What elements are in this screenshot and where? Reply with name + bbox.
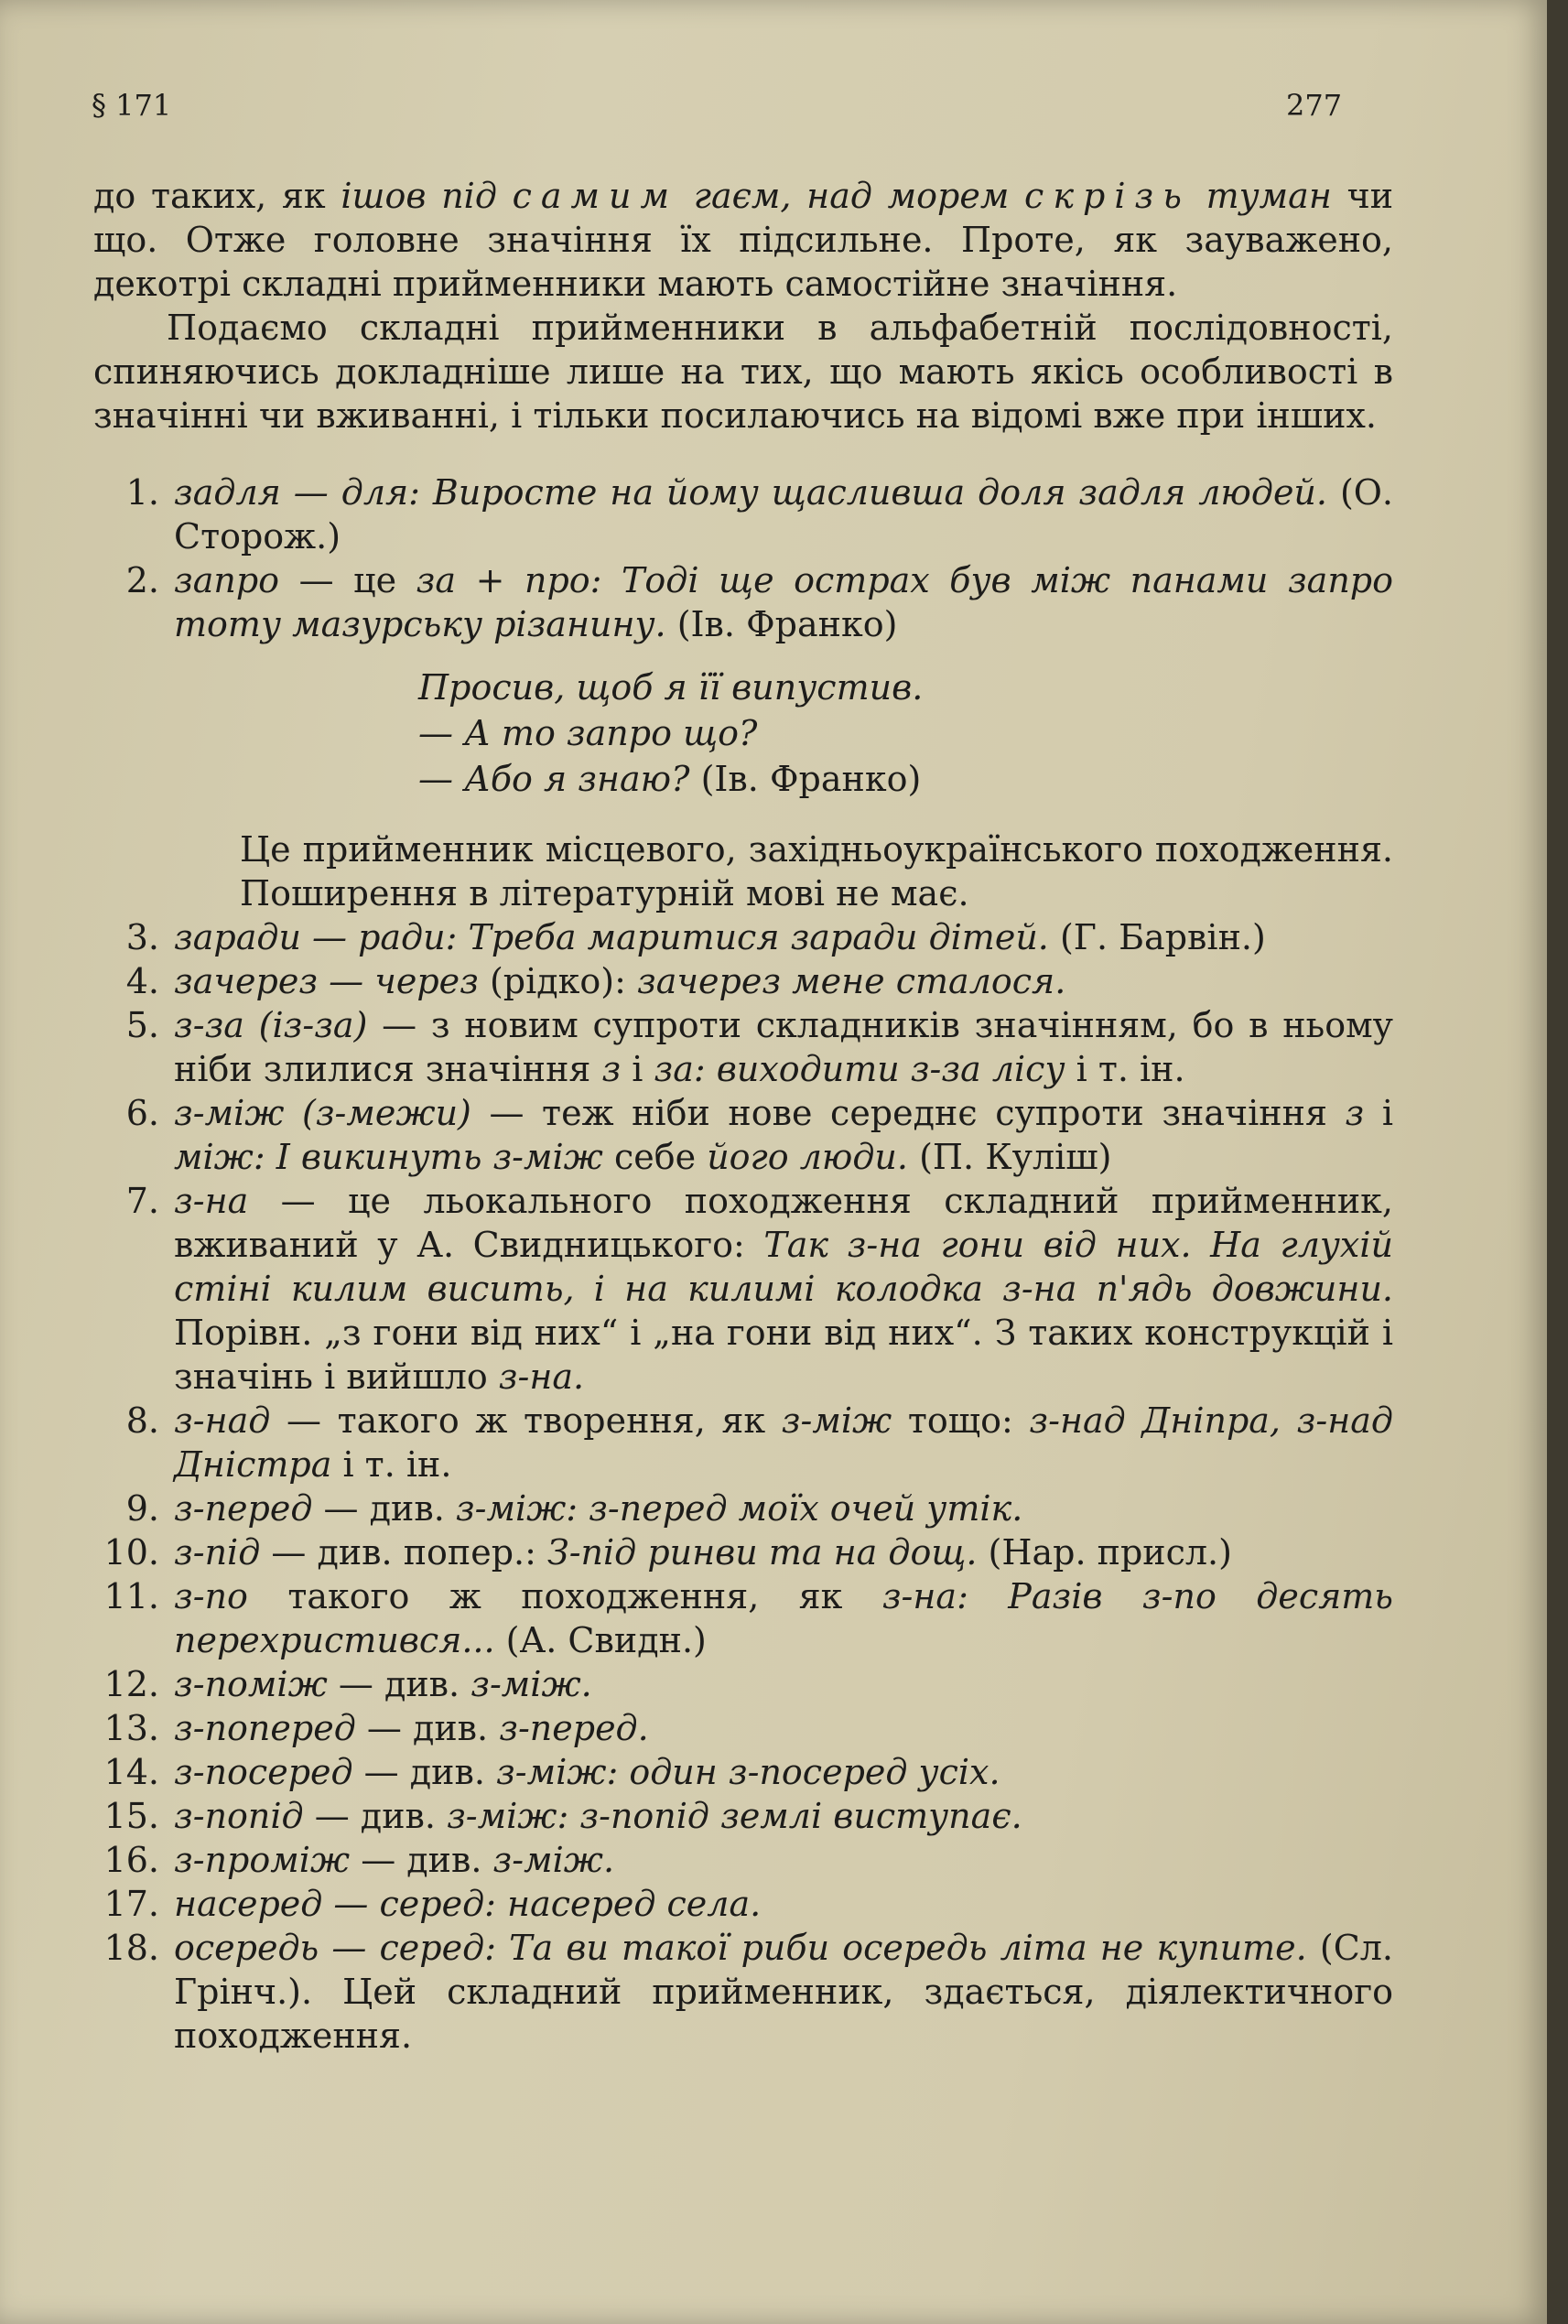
- text-run: і т. ін.: [1065, 1049, 1185, 1089]
- text-run: — з новим супроти складників значінням, бо в ньому ніби злилися значіння: [174, 1005, 1393, 1089]
- example-text: заради — ради: Треба маритися заради дітей.: [174, 917, 1049, 957]
- text-run: (Нар. присл.): [977, 1532, 1232, 1573]
- text-run: — див.: [355, 1708, 500, 1748]
- list-item: [93, 1179, 1393, 1399]
- text-run: +: [456, 560, 524, 600]
- example-text: Так з-на гони від них. На глухій стіні килим висить, і на килимі колодка з-на п'ядь довжини.: [174, 1225, 1393, 1309]
- list-item: [93, 1574, 1393, 1662]
- example-text: з-над Дніпра, з-над Дністра: [174, 1400, 1393, 1485]
- item-number: 12.: [103, 1664, 159, 1704]
- example-text: з-попід: [174, 1796, 304, 1836]
- text-run: — див.: [312, 1488, 456, 1529]
- text-run: Порівн. „з гони від них“ і „на гони від них“. З таких конструкцій і значінь і вийшло: [174, 1313, 1393, 1397]
- text-run: чи що. Отже головне значіння їх підсильне. Проте, як зауважено, декотрі складні прийменники мають самостійне значіння.: [93, 176, 1394, 304]
- text-run: (О. Сторож.): [174, 472, 1393, 557]
- item-number: 18.: [103, 1928, 159, 1968]
- item-number: 3.: [125, 917, 159, 957]
- example-text: — А то запро що?: [418, 713, 758, 753]
- list-item: [93, 959, 1393, 1003]
- example-text: його люди.: [707, 1137, 908, 1177]
- text-run: — див.: [350, 1840, 493, 1880]
- verse-line: [418, 710, 1393, 756]
- example-text: за: виходити з-за лісу: [654, 1049, 1065, 1089]
- example-text: з-між: [781, 1400, 892, 1441]
- text-run: себе: [602, 1137, 708, 1177]
- item-number: 4.: [125, 961, 159, 1001]
- verse-line: [418, 756, 1393, 802]
- list-item: [93, 1091, 1393, 1179]
- text-run: і: [1364, 1093, 1393, 1133]
- example-text: осередь — серед: Та ви такої риби осередь літа не купите.: [174, 1928, 1307, 1968]
- text-run: — це: [279, 560, 416, 600]
- item-number: 11.: [103, 1576, 159, 1616]
- text-run: (Г. Барвін.): [1048, 917, 1266, 957]
- list-item: [93, 1486, 1393, 1530]
- list-item: [93, 558, 1393, 646]
- example-text: з-між: з-попід землі виступає.: [447, 1796, 1022, 1836]
- text-run: і т. ін.: [331, 1444, 452, 1485]
- origin-note: Це прийменник місцевого, західньоукраїнського походження. Поширення в літературній мові не має.: [240, 829, 1393, 913]
- page-body: [93, 174, 1393, 2058]
- example-text: за: [416, 560, 457, 600]
- list-item: [93, 1750, 1393, 1794]
- example-text: з-по: [174, 1576, 248, 1616]
- text-run: (Сл. Грінч.). Цей складний прийменник, здається, діялектичного походження.: [174, 1928, 1394, 2056]
- example-text: з: [601, 1049, 622, 1089]
- item-number: 15.: [103, 1796, 159, 1836]
- example-text: з-між: один з-посеред усіх.: [496, 1752, 1000, 1792]
- item-number: 6.: [125, 1093, 159, 1133]
- list-item: [93, 1662, 1393, 1706]
- example-text: з-під: [174, 1532, 261, 1573]
- item-number: 8.: [125, 1400, 159, 1441]
- example-text: зачерез — через: [174, 961, 479, 1001]
- list-item: [93, 1838, 1393, 1882]
- example-text: ішов під: [341, 176, 513, 216]
- list-item: [93, 1530, 1393, 1574]
- example-text: з-над: [174, 1400, 271, 1441]
- text-run: такого ж походження, як: [247, 1576, 882, 1616]
- page-number: 277: [1286, 88, 1343, 123]
- example-text: — Або я знаю?: [418, 759, 690, 799]
- item-number: 9.: [125, 1488, 159, 1529]
- preposition-list-part-1: [93, 470, 1393, 646]
- item-number: 16.: [103, 1840, 159, 1880]
- list-item: [93, 1882, 1393, 1926]
- example-text: з-поміж: [174, 1664, 328, 1704]
- example-text: між: І викинуть з-між: [174, 1137, 603, 1177]
- item-number: 7.: [125, 1181, 159, 1221]
- example-text: з-перед.: [499, 1708, 649, 1748]
- item-number: 14.: [103, 1752, 159, 1792]
- item-number: 2.: [125, 560, 159, 600]
- item-number: 13.: [103, 1708, 159, 1748]
- verse-line: [418, 665, 1393, 710]
- example-text: запро: [174, 560, 280, 600]
- example-text: з-перед: [174, 1488, 313, 1529]
- example-text: з-між.: [492, 1840, 615, 1880]
- text-run: (рідко):: [478, 961, 637, 1001]
- list-item: [93, 915, 1393, 959]
- example-text: з-посеред: [174, 1752, 353, 1792]
- text-run: — такого ж творення, як: [270, 1400, 782, 1441]
- example-text: з-між: з-перед моїх очей утік.: [455, 1488, 1023, 1529]
- text-run: — див.: [327, 1664, 471, 1704]
- text-run: — теж ніби нове середнє супроти значіння: [470, 1093, 1346, 1133]
- example-text: з-за (із-за): [174, 1005, 368, 1045]
- preposition-list-part-2: [93, 915, 1393, 2058]
- example-text: гаєм, над морем: [678, 176, 1025, 216]
- list-item: [93, 1399, 1393, 1486]
- example-text: з-на.: [498, 1357, 585, 1397]
- item-number: 5.: [125, 1005, 159, 1045]
- example-text: про: Тоді ще острах був між панами запро тоту мазурську різанину.: [174, 560, 1394, 644]
- verse-quote: [418, 665, 1393, 802]
- text-run: тощо:: [892, 1400, 1030, 1441]
- item-number: 17.: [103, 1884, 159, 1924]
- intro-paragraph-2: Подаємо складні прийменники в альфабетній послідовності, спиняючись докладніше лише на тих, що мають якісь особливості в значінні чи вживанні, і тільки посилаючись на відомі вже при інших.: [93, 308, 1393, 436]
- item-number: 1.: [125, 472, 159, 513]
- text-run: — див. попер.:: [260, 1532, 548, 1573]
- example-text: з: [1345, 1093, 1365, 1133]
- text-run: і: [621, 1049, 654, 1089]
- text-run: до таких, як: [93, 176, 341, 216]
- list-item: [93, 1926, 1393, 2058]
- example-text: з-проміж: [174, 1840, 351, 1880]
- example-text: з-між.: [470, 1664, 592, 1704]
- list-item: [93, 1794, 1393, 1838]
- text-run: (А. Свидн.): [494, 1620, 707, 1660]
- spaced-emphasis: самим: [512, 176, 679, 216]
- example-text: з-між (з-межи): [174, 1093, 471, 1133]
- text-run: (Ів. Франко): [665, 604, 898, 644]
- list-item: [93, 1706, 1393, 1750]
- example-text: з-поперед: [174, 1708, 356, 1748]
- text-run: — це льокального походження складний прийменник, вживаний у А. Свидницького:: [174, 1181, 1393, 1265]
- text-run: (П. Куліш): [908, 1137, 1112, 1177]
- section-number: § 171: [92, 88, 172, 123]
- list-item: [93, 1003, 1393, 1091]
- example-text: зачерез мене сталося.: [637, 961, 1066, 1001]
- text-run: — див.: [303, 1796, 448, 1836]
- example-text: з-на: [174, 1181, 249, 1221]
- example-text: Просив, щоб я її випустив.: [418, 667, 924, 708]
- example-text: з-на: Разів з-по десять перехристився...: [174, 1576, 1393, 1660]
- example-text: задля — для: Виросте на йому щасливша доля задля людей.: [174, 472, 1327, 513]
- example-text: туман: [1190, 176, 1332, 216]
- spaced-emphasis: скрізь: [1024, 176, 1191, 216]
- intro-paragraph-1: [93, 174, 1393, 306]
- example-text: З-під ринви та на дощ.: [547, 1532, 978, 1573]
- example-text: насеред — серед: насеред села.: [174, 1884, 762, 1924]
- text-run: (Ів. Франко): [689, 759, 922, 799]
- text-run: — див.: [352, 1752, 497, 1792]
- item-number: 10.: [103, 1532, 159, 1573]
- list-item: [93, 470, 1393, 558]
